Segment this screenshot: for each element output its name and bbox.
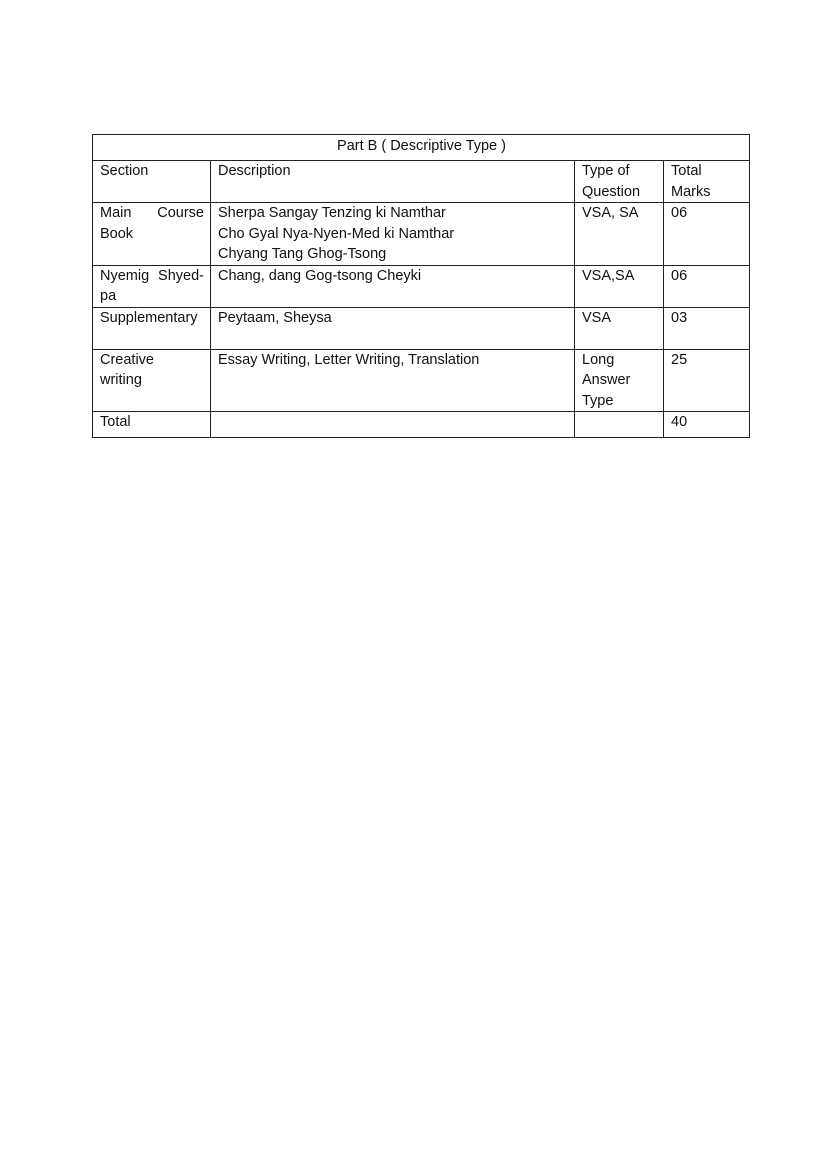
marks-cell: 06 (664, 265, 750, 307)
table-row (93, 349, 750, 412)
section-line1: Nyemig Shyed- (100, 267, 204, 284)
marks-cell: 06 (664, 203, 750, 266)
header-description: Description (211, 161, 575, 203)
section-cell (93, 203, 211, 266)
total-label: Total (93, 412, 211, 438)
type-line: Type (582, 392, 614, 409)
section-line2: writing (100, 372, 142, 388)
section-cell (93, 307, 211, 349)
section-cell (93, 349, 211, 412)
header-marks-line1: Total (671, 163, 702, 179)
description-line: Chyang Tang Ghog-Tsong (218, 246, 387, 262)
section-line2: Book (100, 225, 134, 242)
description-line: Essay Writing, Letter Writing, Translation (218, 351, 480, 368)
description-cell (211, 307, 575, 349)
total-empty-cell (575, 412, 664, 438)
type-cell: VSA,SA (575, 265, 664, 307)
section-line1: Supplementary (100, 309, 198, 326)
section-line1: Main Course (100, 205, 204, 221)
description-cell (211, 265, 575, 307)
total-empty-cell (211, 412, 575, 438)
table-row (93, 307, 750, 349)
table-total-row (93, 412, 750, 438)
description-line: Chang, dang Gog-tsong Cheyki (218, 267, 422, 284)
section-cell (93, 265, 211, 307)
header-total-marks (664, 161, 750, 203)
type-line: Answer (582, 372, 631, 388)
header-marks-line2: Marks (671, 183, 711, 200)
table-title: Part B ( Descriptive Type ) (93, 135, 750, 161)
description-line: Cho Gyal Nya-Nyen-Med ki Namthar (218, 225, 455, 242)
type-cell: VSA, SA (575, 203, 664, 266)
marks-cell: 25 (664, 349, 750, 412)
type-cell (575, 349, 664, 412)
table-row (93, 203, 750, 266)
type-cell: VSA (575, 307, 664, 349)
section-line2: pa (100, 288, 117, 304)
description-line: Sherpa Sangay Tenzing ki Namthar (218, 205, 446, 221)
header-type-line2: Question (582, 183, 641, 200)
marks-distribution-table (92, 134, 750, 438)
description-line: Peytaam, Sheysa (218, 309, 332, 326)
description-cell (211, 203, 575, 266)
header-type-of-question (575, 161, 664, 203)
type-line: Long (582, 351, 615, 368)
header-section: Section (93, 161, 211, 203)
table-row (93, 265, 750, 307)
header-type-line1: Type of (582, 163, 630, 179)
description-cell (211, 349, 575, 412)
total-marks: 40 (664, 412, 750, 438)
table-header-row (93, 161, 750, 203)
table-title-row (93, 135, 750, 161)
section-line1: Creative (100, 351, 154, 368)
marks-cell: 03 (664, 307, 750, 349)
